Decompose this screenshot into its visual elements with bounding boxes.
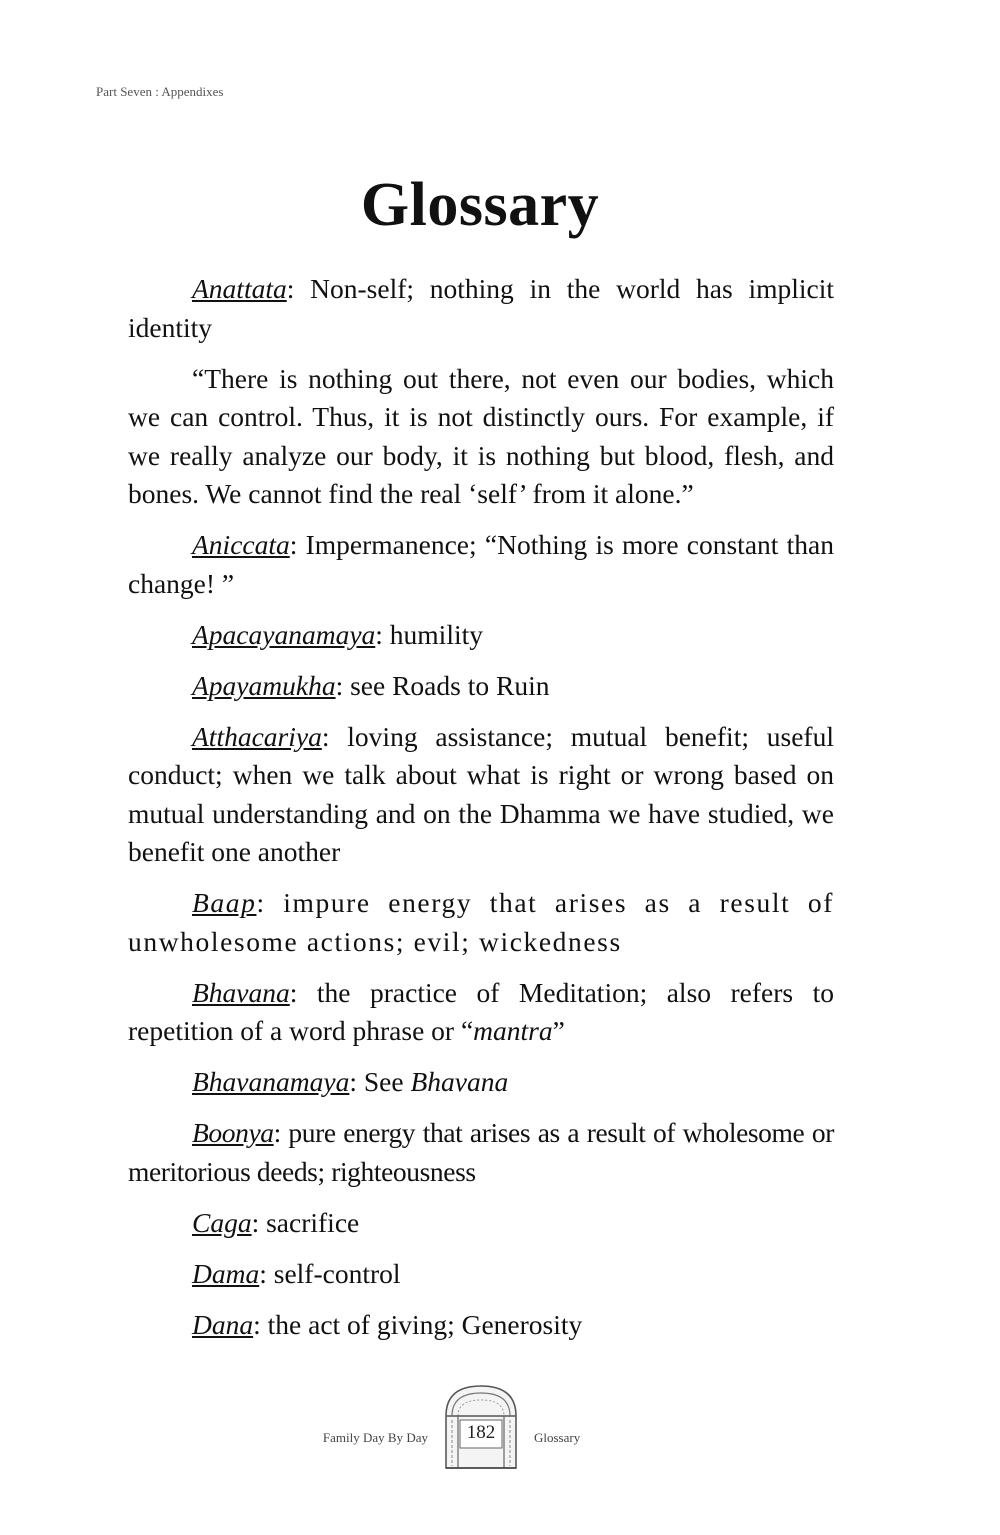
glossary-definition: : Impermanence; “Nothing is more constant than change! ” xyxy=(128,529,834,599)
glossary-entry xyxy=(128,1114,834,1191)
quote-text: “There is nothing out there, not even our bodies, which we can control. Thus, it is not distinctly ours. For example, if we really analyze our body, it is nothing but blood, flesh, and bones. We cannot find the real ‘self’ from it alone.” xyxy=(128,362,834,509)
glossary-entry xyxy=(128,526,834,603)
glossary-definition: : See xyxy=(349,1066,411,1097)
footer-book-title: Family Day By Day xyxy=(322,1430,428,1445)
glossary-entry xyxy=(128,667,834,706)
glossary-term: Bhavanamaya xyxy=(192,1066,350,1097)
glossary-term: Bhavana xyxy=(192,976,290,1008)
italic-word: mantra xyxy=(473,1015,553,1046)
glossary-definition: : see Roads to Ruin xyxy=(335,669,550,701)
glossary-term: Baap xyxy=(192,887,257,918)
page-title: Glossary xyxy=(360,171,600,239)
glossary-definition: : self-control xyxy=(259,1257,401,1289)
italic-word: Bhavana xyxy=(410,1066,509,1097)
glossary-definition: : humility xyxy=(375,618,483,650)
glossary-entry xyxy=(128,718,834,872)
glossary-definition-end: ” xyxy=(552,1015,565,1046)
glossary-term: Atthacariya xyxy=(192,720,322,752)
glossary-term: Dama xyxy=(192,1257,260,1289)
glossary-term: Anattata xyxy=(192,273,287,304)
page-footer xyxy=(0,1382,1000,1472)
glossary-term: Apacayanamaya xyxy=(192,618,376,650)
glossary-definition: : Non-self; nothing in the world has implicit identity xyxy=(128,273,834,343)
glossary-entry xyxy=(128,884,834,961)
page-number: 182 xyxy=(466,1422,496,1443)
glossary-entry xyxy=(128,974,834,1051)
glossary-definition: : the act of giving; Generosity xyxy=(253,1308,583,1340)
running-head: Part Seven : Appendixes xyxy=(96,84,224,99)
glossary-term: Boonya xyxy=(192,1117,274,1148)
glossary-definition: : the practice of Meditation; also refers to repetition of a word phrase or “ xyxy=(128,976,834,1046)
glossary-definition: : sacrifice xyxy=(251,1206,360,1238)
glossary-definition: : loving assistance; mutual benefit; useful conduct; when we talk about what is right or wrong based on mutual understanding and on the Dhamma we have studied, we benefit one another xyxy=(128,720,834,867)
glossary-entries xyxy=(128,270,834,1357)
glossary-entry xyxy=(128,1063,834,1102)
glossary-entry xyxy=(128,1306,834,1345)
glossary-term: Caga xyxy=(192,1206,252,1238)
glossary-term: Dana xyxy=(192,1308,254,1340)
glossary-term: Aniccata xyxy=(192,529,290,560)
footer-section: Glossary xyxy=(534,1430,581,1445)
glossary-definition: : impure energy that arises as a result of unwholesome actions; evil; wickedness xyxy=(128,887,834,957)
glossary-quote xyxy=(128,360,834,514)
glossary-term: Apayamukha xyxy=(192,669,336,701)
glossary-entry xyxy=(128,1204,834,1243)
glossary-entry xyxy=(128,1255,834,1294)
glossary-entry xyxy=(128,270,834,347)
glossary-definition: : pure energy that arises as a result of wholesome or meritorious deeds; righteousness xyxy=(128,1117,834,1187)
glossary-entry xyxy=(128,616,834,655)
